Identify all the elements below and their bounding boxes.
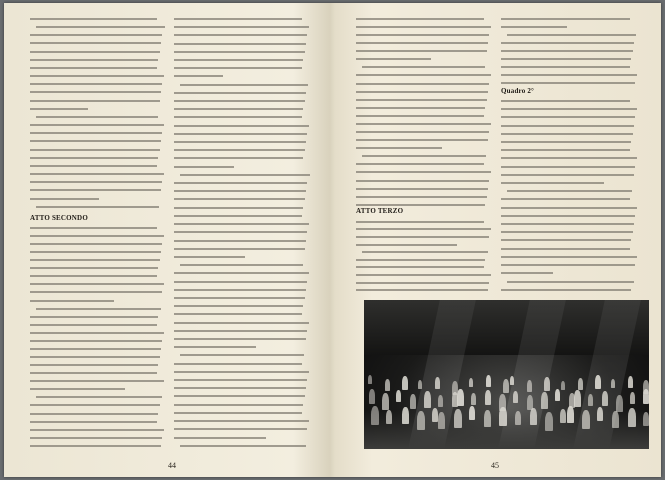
text-line [501,42,634,44]
text-line [30,348,161,350]
stage-figure [595,375,601,389]
text-line [362,66,485,68]
stage-figure [454,409,462,428]
stage-figure [561,381,565,391]
text-line [30,421,157,423]
text-line [356,18,484,20]
text-line [174,428,307,430]
text-line [174,330,307,332]
text-line [174,26,309,28]
text-line [174,67,302,69]
stage-figure [402,376,408,390]
text-line [501,215,635,217]
text-line [174,215,302,217]
text-line [30,437,162,439]
text-line [174,379,307,381]
stage-figure [530,408,537,425]
text-line [174,313,302,315]
page-number-right: 45 [491,461,499,470]
text-line [30,91,161,93]
stage-figure [513,391,518,403]
text-line [30,283,164,285]
text-line [30,140,161,142]
text-line [30,108,88,110]
text-line [356,107,485,109]
text-line [30,157,158,159]
text-line [174,92,306,94]
text-line [30,291,162,293]
text-line [356,58,431,60]
text-line [30,173,164,175]
text-line [30,404,160,406]
stage-photograph [364,300,649,449]
heading-atto-secondo: ATTO SECONDO [30,214,88,222]
text-line [501,174,634,176]
stage-figure [438,412,445,429]
text-line [30,42,161,44]
text-line [30,388,125,390]
stage-figure [628,408,636,427]
page-number-left: 44 [168,461,176,470]
stage-figure [469,406,475,420]
stage-figure [527,380,532,392]
text-line [180,354,304,356]
text-line [174,256,245,258]
stage-figure [484,410,491,427]
text-line [356,83,489,85]
text-line [501,100,630,102]
text-line [30,445,161,447]
book-spread [4,3,661,477]
text-line [174,412,302,414]
text-line [501,239,631,241]
text-line [356,204,485,206]
text-line [30,75,164,77]
text-line [356,74,491,76]
text-line [30,34,162,36]
stage-figure [471,393,476,405]
text-line [180,84,308,86]
text-line [174,75,223,77]
text-line [30,243,162,245]
text-line [356,196,487,198]
text-line [356,289,488,291]
stage-figure [424,391,431,408]
text-line [30,124,164,126]
stage-figure [541,392,548,409]
text-line [30,149,160,151]
text-line [30,51,160,53]
stage-figure [616,395,623,412]
text-line [501,58,631,60]
text-line [174,100,305,102]
stage-figure [578,378,583,390]
text-line [501,231,633,233]
text-line [174,338,306,340]
text-line [356,180,489,182]
stage-figure [499,407,507,426]
stage-figure [368,375,372,385]
text-line [356,228,491,230]
text-line [501,116,635,118]
text-line [174,223,309,225]
text-line [174,141,306,143]
text-line [174,272,309,274]
text-line [501,141,631,143]
text-line [501,272,553,274]
text-line [30,259,160,261]
text-line [174,18,302,20]
stage-figure [382,393,389,410]
stage-figure [371,406,379,425]
text-line [501,108,637,110]
text-line [356,171,491,173]
text-line [174,297,305,299]
stage-figure [503,379,509,393]
stage-figure [432,408,438,422]
text-line [180,445,306,447]
stage-figure [457,389,464,406]
text-line [30,67,157,69]
text-line [356,50,487,52]
text-line [174,404,303,406]
text-line [30,364,158,366]
text-line [36,308,161,310]
text-line [30,132,162,134]
text-line [30,165,157,167]
text-line [174,157,303,159]
stage-figure [545,412,553,431]
text-line [501,50,633,52]
stage-figure [485,390,491,404]
text-line [501,207,637,209]
text-line [174,133,307,135]
text-line [30,189,161,191]
text-line [174,149,305,151]
right-page-column-1 [356,15,492,209]
text-line [30,340,162,342]
stage-figure [417,411,425,430]
text-line [174,289,306,291]
text-line [174,207,303,209]
text-line [30,300,114,302]
stage-figure [385,379,390,391]
text-line [501,26,567,28]
stage-figure [515,411,521,425]
stage-figure [544,377,550,391]
text-line [174,198,305,200]
text-line [356,115,484,117]
text-line [30,356,160,358]
stage-figure [369,389,375,403]
text-line [30,59,158,61]
text-line [356,26,491,28]
text-line [174,59,303,61]
text-line [174,240,306,242]
text-line [501,166,635,168]
text-line [501,248,630,250]
stage-figure [469,378,473,388]
left-page-column-1-continued [30,224,165,450]
right-page-column-1-continued [356,218,492,294]
text-line [174,281,307,283]
stage-figure [486,375,491,387]
text-line [180,174,310,176]
text-line [501,182,604,184]
text-line [356,188,488,190]
stage-figure [602,391,608,405]
text-line [356,259,485,261]
text-line [180,264,303,266]
stage-figure [597,407,603,421]
stage-figure [630,392,635,404]
text-line [356,266,484,268]
text-line [356,163,484,165]
stage-figure [438,395,443,407]
text-line [174,108,303,110]
text-line [174,51,305,53]
stage-figure [643,412,649,426]
text-line [174,166,234,168]
text-line [30,275,157,277]
text-line [174,387,306,389]
text-line [501,256,637,258]
stage-figure [612,411,619,428]
text-line [501,289,631,291]
heading-atto-terzo: ATTO TERZO [356,207,404,215]
text-line [174,182,307,184]
text-line [174,116,302,118]
text-line [30,429,164,431]
text-line [507,190,632,192]
stage-figure [402,407,409,424]
text-line [507,281,634,283]
text-line [356,42,488,44]
text-line [356,131,489,133]
right-page-column-2-continued [501,97,638,294]
text-line [174,395,305,397]
text-line [30,372,157,374]
text-line [501,198,630,200]
text-line [507,34,636,36]
text-line [30,18,157,20]
text-line [174,346,256,348]
text-line [501,18,630,20]
text-line [174,371,309,373]
text-line [36,206,159,208]
text-line [501,133,633,135]
text-line [362,251,488,253]
text-line [174,43,306,45]
text-line [36,116,158,118]
heading-quadro-secondo: Quadro 2° [501,87,535,95]
stage-figure [643,389,649,403]
stage-figure [560,409,566,423]
text-line [36,26,165,28]
text-line [356,34,489,36]
text-line [30,83,162,85]
stage-figure [386,410,392,424]
left-page-column-2 [174,15,310,450]
stage-figure [574,390,581,407]
text-line [174,231,307,233]
text-line [30,324,157,326]
stage-figure [628,376,633,388]
text-line [174,125,309,127]
right-page-column-2 [501,15,638,87]
text-line [501,223,634,225]
text-line [36,396,162,398]
text-line [174,34,307,36]
left-page-column-1 [30,15,165,211]
text-line [30,198,99,200]
text-line [30,413,158,415]
text-line [30,227,157,229]
text-line [30,100,160,102]
text-line [356,221,484,223]
stage-figure [435,377,440,389]
text-line [30,316,158,318]
text-line [501,157,637,159]
text-line [174,305,303,307]
text-line [174,363,302,365]
text-line [356,123,491,125]
text-line [501,125,634,127]
stage-figure [410,394,416,408]
text-line [174,420,309,422]
text-line [174,190,306,192]
text-line [501,149,630,151]
text-line [356,244,457,246]
text-line [174,437,266,439]
text-line [356,99,487,101]
stage-figure [555,389,560,401]
text-line [356,147,442,149]
text-line [174,248,305,250]
text-line [501,66,630,68]
text-line [30,267,158,269]
text-line [30,380,164,382]
text-line [356,274,491,276]
stage-figure [582,410,590,429]
text-line [362,155,486,157]
stage-figure [588,394,593,406]
text-line [30,235,164,237]
text-line [501,74,637,76]
text-line [30,181,162,183]
text-line [356,282,489,284]
stage-figure [396,390,401,402]
text-line [30,251,161,253]
text-line [501,82,635,84]
text-line [356,139,488,141]
text-line [356,236,489,238]
text-line [30,332,164,334]
stage-figure [567,406,574,423]
text-line [501,264,635,266]
text-line [356,91,488,93]
text-line [174,322,309,324]
